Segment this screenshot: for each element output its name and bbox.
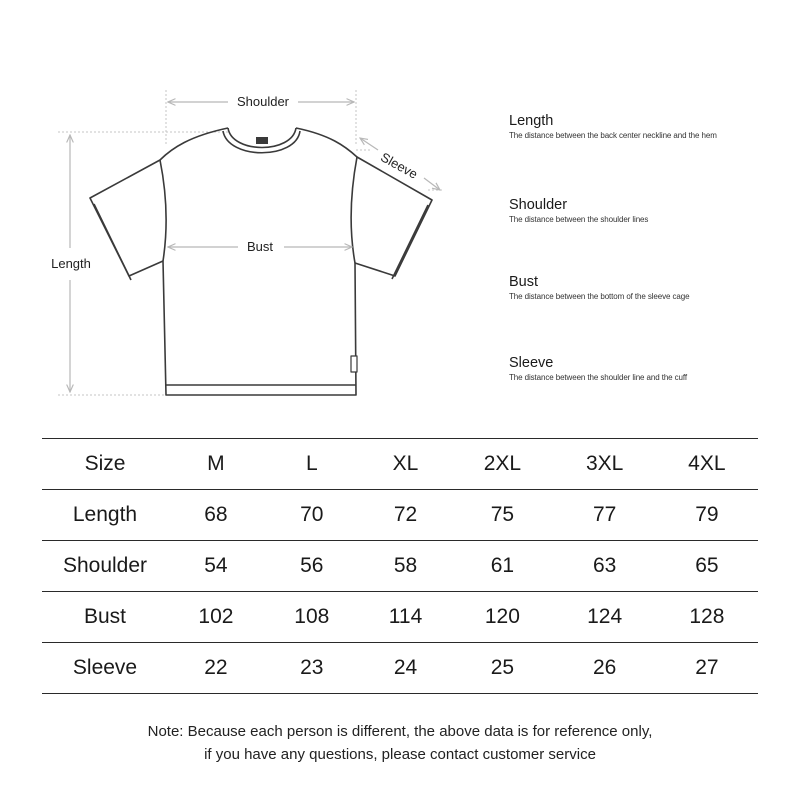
header-size-cell: 2XL bbox=[451, 439, 553, 490]
table-cell: 54 bbox=[168, 541, 264, 592]
table-cell: 124 bbox=[554, 592, 656, 643]
definition-description: The distance between the shoulder lines bbox=[509, 215, 649, 224]
table-cell: 75 bbox=[451, 490, 553, 541]
table-cell: 108 bbox=[264, 592, 360, 643]
definition-title: Shoulder bbox=[509, 197, 568, 213]
header-size-label: Size bbox=[42, 439, 168, 490]
table-cell: 56 bbox=[264, 541, 360, 592]
header-size-cell: 3XL bbox=[554, 439, 656, 490]
sleeve-dimension-label: Sleeve bbox=[378, 149, 421, 182]
shoulder-dimension-label: Shoulder bbox=[236, 94, 290, 109]
definition-length bbox=[509, 112, 779, 142]
table-cell: 25 bbox=[451, 643, 553, 694]
definition-bust bbox=[509, 273, 779, 303]
definition-sleeve bbox=[509, 354, 779, 384]
sleeve-seam-right bbox=[351, 157, 357, 263]
table-row bbox=[42, 541, 758, 592]
side-label-tag bbox=[351, 356, 357, 372]
reference-note bbox=[0, 720, 800, 766]
definition-description: The distance between the bottom of the sleeve cage bbox=[509, 292, 690, 301]
table-cell: 102 bbox=[168, 592, 264, 643]
note-line: Note: Because each person is different, the above data is for reference only, bbox=[147, 723, 653, 740]
definition-description: The distance between the back center neckline and the hem bbox=[509, 131, 717, 140]
definition-shoulder bbox=[509, 196, 779, 226]
table-cell: 70 bbox=[264, 490, 360, 541]
sleeve-arrow bbox=[424, 178, 440, 190]
definition-title: Length bbox=[509, 113, 554, 129]
table-cell: 26 bbox=[554, 643, 656, 694]
table-cell: 27 bbox=[656, 643, 758, 694]
size-chart-table bbox=[42, 438, 758, 694]
length-dimension-label: Length bbox=[51, 256, 91, 271]
sleeve-hem-left bbox=[94, 204, 131, 280]
row-label: Length bbox=[42, 490, 168, 541]
table-cell: 128 bbox=[656, 592, 758, 643]
header-size-cell: 4XL bbox=[656, 439, 758, 490]
table-cell: 22 bbox=[168, 643, 264, 694]
header-size-cell: XL bbox=[360, 439, 452, 490]
row-label: Shoulder bbox=[42, 541, 168, 592]
neck-label-tag bbox=[256, 137, 268, 144]
sleeve-seam-left bbox=[160, 160, 166, 261]
header-size-cell: M bbox=[168, 439, 264, 490]
bust-dimension-label: Bust bbox=[246, 239, 274, 254]
table-row bbox=[42, 490, 758, 541]
header-size-cell: L bbox=[264, 439, 360, 490]
definition-title: Sleeve bbox=[509, 355, 554, 371]
definition-title: Bust bbox=[509, 274, 539, 290]
note-line: if you have any questions, please contact customer service bbox=[204, 746, 596, 763]
table-cell: 114 bbox=[360, 592, 452, 643]
table-cell: 77 bbox=[554, 490, 656, 541]
table-cell: 24 bbox=[360, 643, 452, 694]
sleeve-arrow bbox=[360, 138, 378, 150]
table-header-row bbox=[42, 439, 758, 490]
table-cell: 120 bbox=[451, 592, 553, 643]
table-cell: 79 bbox=[656, 490, 758, 541]
row-label: Bust bbox=[42, 592, 168, 643]
definition-description: The distance between the shoulder line and the cuff bbox=[509, 373, 687, 382]
tshirt-outline bbox=[90, 128, 432, 395]
table-cell: 61 bbox=[451, 541, 553, 592]
table-cell: 58 bbox=[360, 541, 452, 592]
sleeve-hem-right bbox=[392, 205, 428, 279]
table-row bbox=[42, 592, 758, 643]
table-cell: 68 bbox=[168, 490, 264, 541]
table-cell: 23 bbox=[264, 643, 360, 694]
table-cell: 63 bbox=[554, 541, 656, 592]
table-cell: 72 bbox=[360, 490, 452, 541]
row-label: Sleeve bbox=[42, 643, 168, 694]
tshirt-body bbox=[90, 128, 432, 395]
table-row bbox=[42, 643, 758, 694]
table-cell: 65 bbox=[656, 541, 758, 592]
